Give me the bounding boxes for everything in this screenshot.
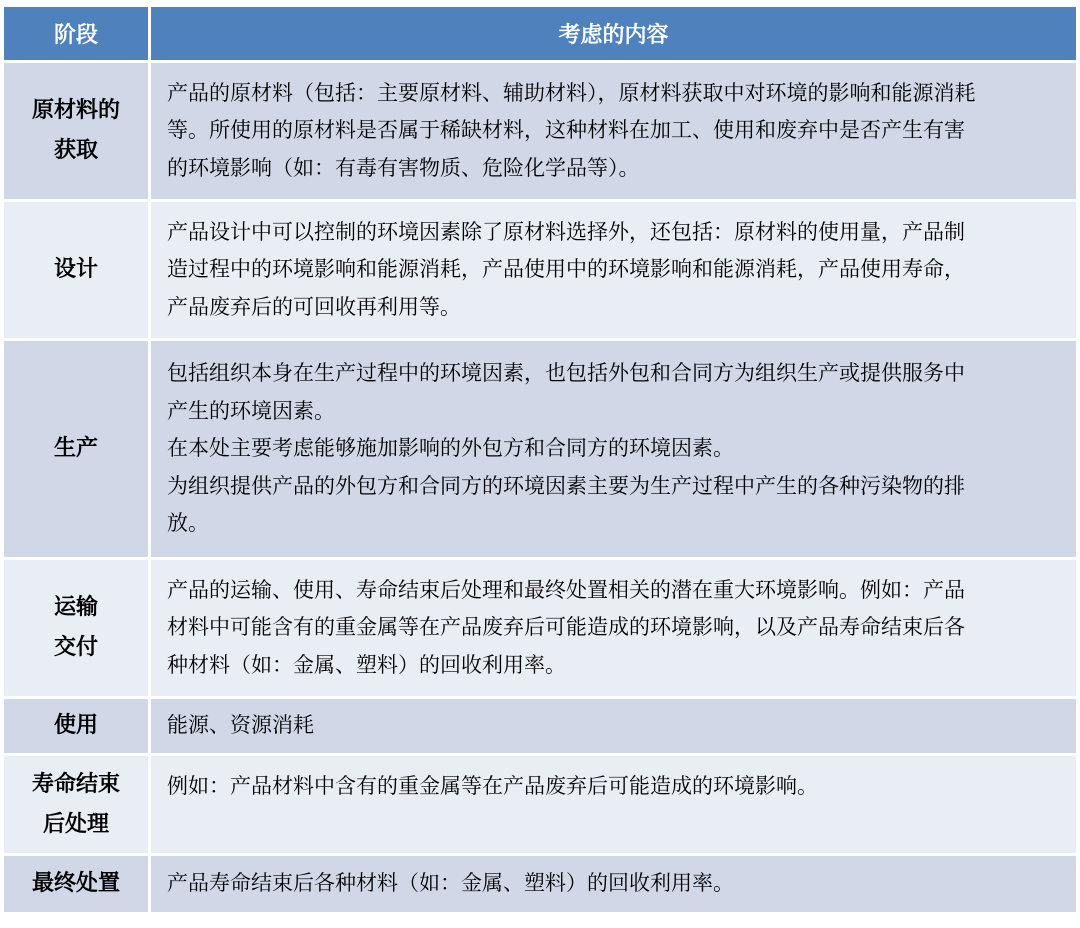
content-cell	[151, 202, 1076, 338]
stage-cell	[4, 856, 151, 912]
content-line: 等。所使用的原材料是否属于稀缺材料，这种材料在加工、使用和废弃中是否产生有害	[167, 118, 965, 143]
content-line: 产品设计中可以控制的环境因素除了原材料选择外，还包括：原材料的使用量，产品制	[167, 219, 965, 244]
table-row	[4, 560, 1076, 696]
stage-label-line: 最终处置	[31, 871, 120, 896]
content-cell	[151, 756, 1076, 853]
content-cell	[151, 560, 1076, 696]
stage-label-line: 生产	[53, 436, 98, 461]
content-line: 放。	[167, 511, 209, 536]
content-line: 例如：产品材料中含有的重金属等在产品废弃后可能造成的环境影响。	[167, 774, 818, 798]
environmental-factors-table	[4, 4, 1076, 915]
header-stage: 阶段	[4, 7, 151, 60]
table-row	[4, 202, 1076, 338]
content-cell	[151, 63, 1076, 199]
content-line: 产品的原材料（包括：主要原材料、辅助材料），原材料获取中对环境的影响和能源消耗	[167, 80, 976, 105]
table-header-row	[4, 7, 1076, 60]
content-cell	[151, 341, 1076, 557]
content-line: 产品废弃后的可回收再利用等。	[167, 294, 461, 319]
stage-label-line: 寿命结束	[31, 771, 120, 797]
table-row	[4, 341, 1076, 557]
content-line: 产品寿命结束后各种材料（如：金属、塑料）的回收利用率。	[167, 871, 734, 896]
stage-label-line: 设计	[53, 257, 98, 282]
stage-label-line: 使用	[53, 713, 98, 738]
content-line: 在本处主要考虑能够施加影响的外包方和合同方的环境因素。	[167, 436, 734, 461]
stage-cell	[4, 202, 151, 338]
header-content: 考虑的内容	[151, 7, 1076, 60]
content-line: 产生的环境因素。	[167, 398, 335, 423]
table-row	[4, 756, 1076, 853]
stage-label-line: 获取	[53, 138, 98, 163]
stage-cell	[4, 63, 151, 199]
stage-label-line: 运输	[53, 595, 98, 620]
table-row	[4, 856, 1076, 912]
content-line: 能源、资源消耗	[167, 713, 314, 738]
content-line: 包括组织本身在生产过程中的环境因素，也包括外包和合同方为组织生产或提供服务中	[167, 361, 965, 386]
stage-label-line: 原材料的	[31, 98, 120, 123]
content-cell	[151, 699, 1076, 753]
stage-cell	[4, 756, 151, 853]
content-line: 为组织提供产品的外包方和合同方的环境因素主要为生产过程中产生的各种污染物的排	[167, 473, 965, 498]
content-line: 种材料（如：金属、塑料）的回收利用率。	[167, 652, 566, 677]
table-row	[4, 63, 1076, 199]
stage-cell	[4, 699, 151, 753]
table-row	[4, 699, 1076, 753]
stage-label-line: 后处理	[42, 811, 109, 837]
content-cell	[151, 856, 1076, 912]
stage-label-line: 交付	[53, 635, 98, 660]
environmental-factors-table-container	[4, 4, 1076, 915]
stage-cell	[4, 341, 151, 557]
content-line: 造过程中的环境影响和能源消耗，产品使用中的环境影响和能源消耗，产品使用寿命，	[167, 257, 965, 282]
content-line: 产品的运输、使用、寿命结束后处理和最终处置相关的潜在重大环境影响。例如：产品	[167, 577, 965, 602]
stage-cell	[4, 560, 151, 696]
content-line: 的环境影响（如：有毒有害物质、危险化学品等）。	[167, 155, 640, 180]
content-line: 材料中可能含有的重金属等在产品废弃后可能造成的环境影响，以及产品寿命结束后各	[167, 615, 965, 640]
